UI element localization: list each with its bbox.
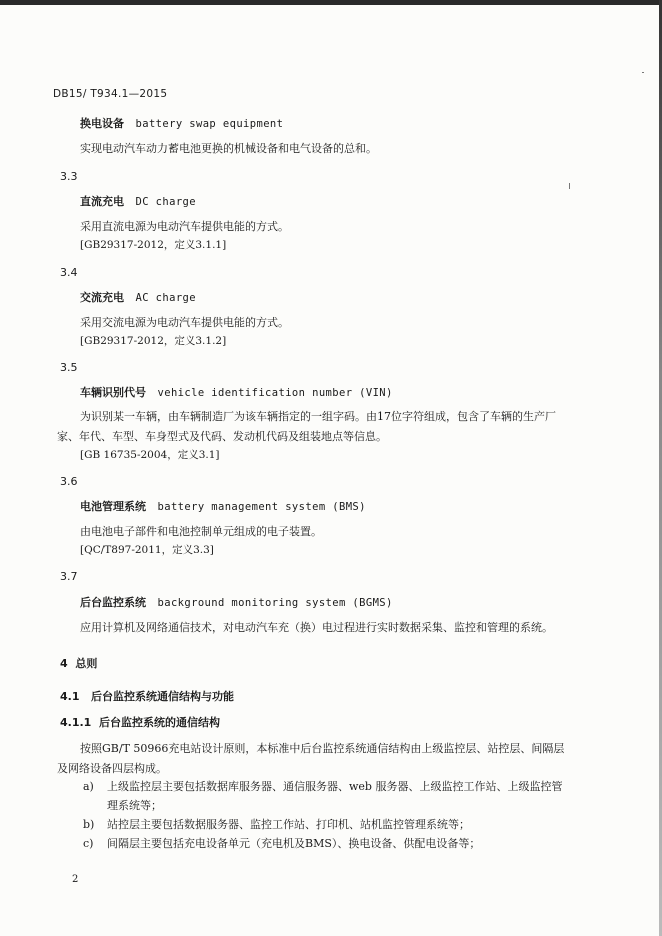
term-reference: [GB 16735-2004，定义3.1]	[80, 449, 220, 461]
clause-number: 3.6	[60, 475, 78, 488]
subsubsection-heading: 4.1.1 后台监控系统的通信结构	[60, 716, 220, 729]
term-reference: [GB29317-2012，定义3.1.1]	[80, 239, 227, 251]
scan-speck	[569, 183, 570, 189]
term-definition: 应用计算机及网络通信技术，对电动汽车充（换）电过程进行实时数据采集、监控和管理的系统。	[80, 621, 553, 634]
term-definition: 实现电动汽车动力蓄电池更换的机械设备和电气设备的总和。	[80, 142, 377, 155]
term-reference: [GB29317-2012，定义3.1.2]	[80, 335, 227, 347]
term-heading: 车辆识别代号 vehicle identification number (VIN)	[80, 386, 393, 399]
body-paragraph: 及网络设备四层构成。	[57, 762, 167, 775]
term-heading: 电池管理系统 battery management system (BMS)	[80, 500, 366, 513]
list-item: 理系统等；	[107, 799, 162, 812]
term-reference: [QC/T897-2011，定义3.3]	[80, 544, 214, 556]
term-definition: 采用交流电源为电动汽车提供电能的方式。	[80, 316, 289, 329]
list-item: 上级监控层主要包括数据库服务器、通信服务器、web 服务器、上级监控工作站、上级监控管	[107, 780, 563, 793]
section-heading: 4 总则	[60, 657, 98, 670]
term-heading: 直流充电 DC charge	[80, 195, 196, 208]
list-marker: c)	[83, 837, 94, 850]
body-paragraph: 按照GB/T 50966充电站设计原则，本标准中后台监控系统通信结构由上级监控层、站控层、间隔层	[80, 742, 565, 755]
subsection-heading: 4.1 后台监控系统通信结构与功能	[60, 690, 234, 703]
term-definition: 为识别某一车辆，由车辆制造厂为该车辆指定的一组字码。由17位字符组成，包含了车辆的生产厂	[80, 410, 556, 423]
term-definition: 由电池电子部件和电池控制单元组成的电子装置。	[80, 525, 322, 538]
page-number: 2	[72, 874, 79, 885]
term-definition: 采用直流电源为电动汽车提供电能的方式。	[80, 220, 289, 233]
term-heading: 换电设备 battery swap equipment	[80, 117, 284, 130]
term-heading: 交流充电 AC charge	[80, 291, 196, 304]
clause-number: 3.3	[60, 170, 78, 183]
scan-speck	[642, 72, 644, 73]
clause-number: 3.4	[60, 266, 78, 279]
list-marker: a)	[83, 780, 94, 793]
clause-number: 3.5	[60, 361, 78, 374]
list-marker: b)	[83, 818, 95, 831]
term-definition: 家、年代、车型、车身型式及代码、发动机代码及组装地点等信息。	[57, 430, 387, 443]
standard-code-header: DB15/ T934.1—2015	[53, 88, 168, 100]
list-item: 间隔层主要包括充电设备单元（充电机及BMS）、换电设备、供配电设备等；	[107, 837, 481, 850]
list-item: 站控层主要包括数据服务器、监控工作站、打印机、站机监控管理系统等；	[107, 818, 470, 831]
term-heading: 后台监控系统 background monitoring system (BGMS)	[80, 596, 393, 609]
clause-number: 3.7	[60, 570, 78, 583]
scan-top-edge	[0, 0, 662, 5]
